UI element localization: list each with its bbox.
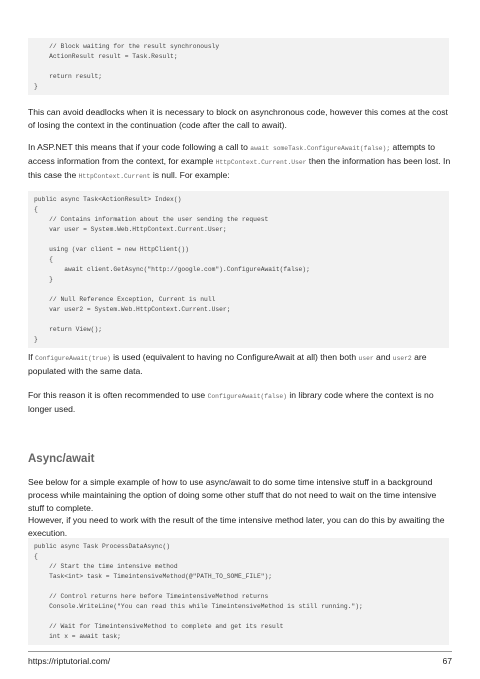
code-line <box>34 315 443 325</box>
inline-code: user2 <box>392 355 412 362</box>
footer-url: https://riptutorial.com/ <box>28 656 111 666</box>
paragraph-aspnet-context <box>28 141 451 183</box>
code-line: using (var client = new HttpClient()) <box>34 246 189 253</box>
paragraph-text: attempts to access information from the context, for example <box>28 142 436 166</box>
inline-code: user <box>358 355 374 362</box>
code-line: } <box>34 276 53 283</box>
paragraph-deadlocks: This can avoid deadlocks when it is necessary to block on asynchronous code, however this comes at the cost of losing the context in the continuation (code after the call to await). <box>28 107 448 130</box>
code-line: public async Task<ActionResult> Index() <box>34 196 182 203</box>
paragraph-text: then the information has been lost. In this case the <box>28 156 451 180</box>
code-line: { <box>34 553 38 560</box>
paragraph-text: For this reason it is often recommended to use <box>28 390 208 400</box>
code-line: // Contains information about the user sending the request <box>34 216 269 223</box>
paragraph-text: are populated with the same data. <box>28 352 427 376</box>
inline-code: ConfigureAwait(false) <box>207 393 287 400</box>
code-block-sync-result <box>28 38 449 95</box>
paragraph-awaiting: However, if you need to work with the result of the time intensive method later, you can do this by awaiting the execution. <box>28 515 445 538</box>
paragraph-configureawait-true <box>28 351 451 378</box>
code-line: public async Task ProcessDataAsync() <box>34 543 171 550</box>
section-heading: Async/await <box>28 453 95 465</box>
code-line: } <box>34 83 38 90</box>
paragraph-text: in library code where the context is no longer used. <box>28 390 434 414</box>
code-line: await client.GetAsync("http://google.com").ConfigureAwait(false); <box>34 266 310 273</box>
code-line: return View(); <box>34 326 103 333</box>
code-line <box>34 582 443 592</box>
paragraph-text: and <box>373 352 393 362</box>
inline-code: ConfigureAwait(true) <box>35 355 111 362</box>
code-line: // Start the time intensive method <box>34 563 178 570</box>
code-block-index-action <box>28 191 449 348</box>
page-number: 67 <box>442 656 452 666</box>
paragraph-library-code <box>28 389 451 416</box>
code-line: var user2 = System.Web.HttpContext.Current.User; <box>34 306 231 313</box>
paragraph-async-example: See below for a simple example of how to use async/await to do some time intensive stuff in a background process while maintaining the option of doing some other stuff that do not need to wait on the time intensive stuff to complete. <box>28 477 437 513</box>
code-line: ActionResult result = Task.Result; <box>34 53 178 60</box>
paragraph-text: is used (equivalent to having no ConfigureAwait at all) then both <box>110 352 359 362</box>
inline-code: HttpContext.Current.User <box>215 159 307 166</box>
code-line <box>34 612 443 622</box>
code-line <box>34 62 443 72</box>
code-line: var user = System.Web.HttpContext.Current.User; <box>34 226 227 233</box>
code-line: // Wait for TimeintensiveMethod to complete and get its result <box>34 623 284 630</box>
inline-code: await someTask.ConfigureAwait(false); <box>250 145 391 152</box>
code-line: // Null Reference Exception, Current is null <box>34 296 216 303</box>
paragraph-text: In ASP.NET this means that if your code following a call to <box>28 142 251 152</box>
code-line: Task<int> task = TimeintensiveMethod(@"PATH_TO_SOME_FILE"); <box>34 573 273 580</box>
code-line <box>34 285 443 295</box>
paragraph-text: If <box>28 352 36 362</box>
code-line: // Control returns here before TimeintensiveMethod returns <box>34 593 269 600</box>
code-block-process-data <box>28 538 449 645</box>
code-line: int x = await task; <box>34 633 121 640</box>
code-line <box>34 235 443 245</box>
inline-code: HttpContext.Current <box>78 173 151 180</box>
code-line: } <box>34 336 38 343</box>
code-line: { <box>34 256 53 263</box>
code-line: { <box>34 206 38 213</box>
footer-divider <box>28 651 452 652</box>
code-line: Console.WriteLine("You can read this while TimeintensiveMethod is still running."); <box>34 603 363 610</box>
paragraph-text: is null. For example: <box>150 170 230 180</box>
code-line: return result; <box>34 73 103 80</box>
code-line: // Block waiting for the result synchronously <box>34 43 220 50</box>
